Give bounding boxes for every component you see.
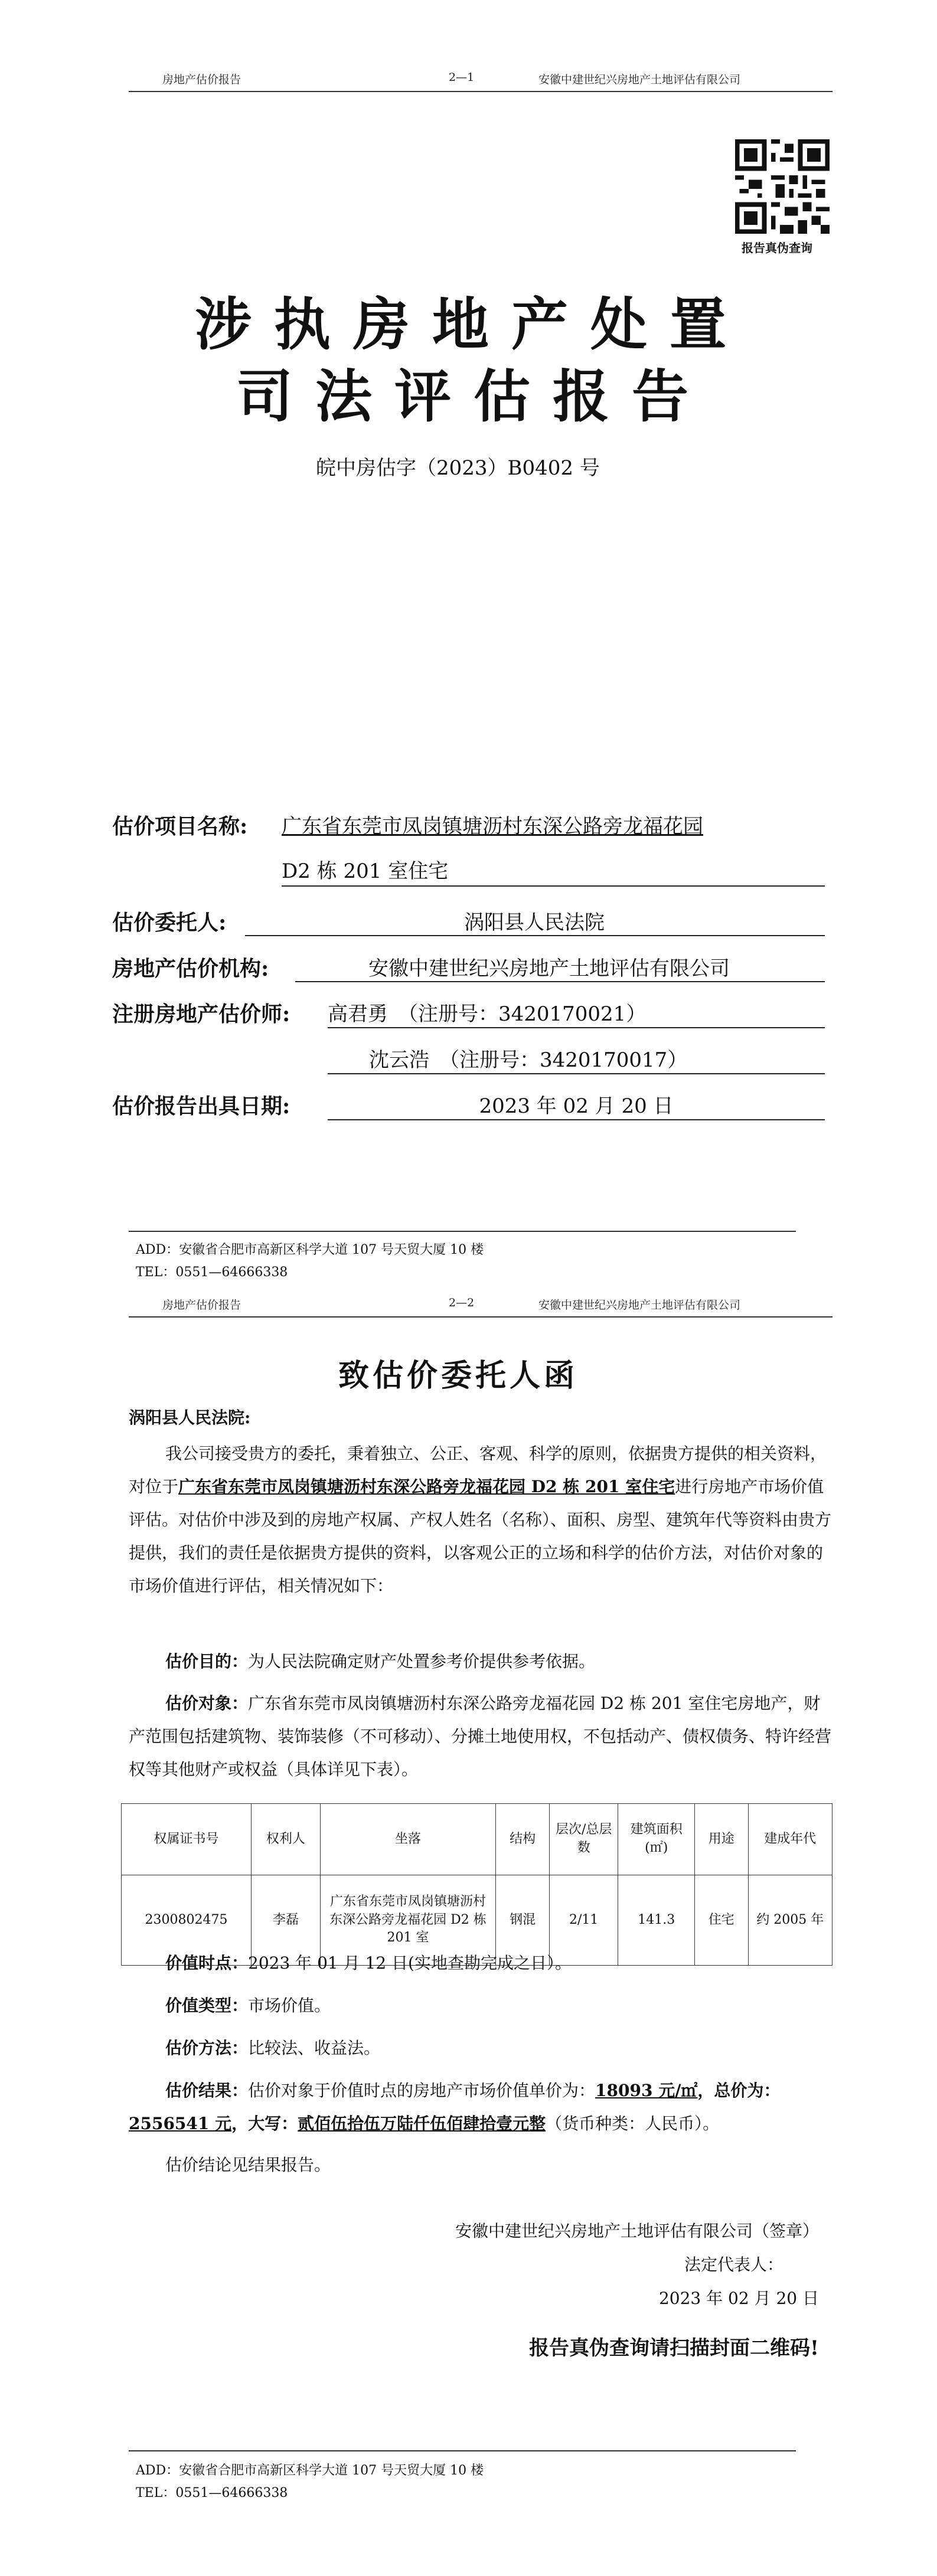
result-text-c: ，大写： [231,2114,298,2133]
appraiser-2: 沈云浩 （注册号：3420170017） [369,1048,688,1072]
agency-value: 安徽中建世纪兴房地产土地评估有限公司 [368,957,730,980]
page1-header-left: 房地产估价报告 [162,73,241,86]
appraiser-1: 高君勇 （注册号：3420170021） [328,1002,647,1026]
letter-title: 致估价委托人函 [338,1358,579,1394]
client-label: 估价委托人: [112,910,227,935]
intro-text-c: 进行房地产市场价值评估。对估价中涉及到的房地产权属、产权人姓名（名称）、面积、房型、建筑年代等资料由贵方提供，我们的责任是依据贵方提供的资料，以客观公正的立场和科学的估价方法，对估价对象的市场价值进行评估，相关情况如下： [129,1477,832,1596]
value-type-label: 价值类型： [165,1996,249,2015]
result-unit-price: 18093 元/㎡ [595,2081,698,2100]
appraiser-1-underline [328,1027,825,1028]
table-cell: 141.3 [618,1875,694,1966]
project-value-line2: D2 栋 201 室住宅 [282,859,449,883]
client-value: 涡阳县人民法院 [464,911,605,934]
page2-footer-address: ADD：安徽省合肥市高新区科学大道 107 号天贸大厦 10 楼 [136,2463,484,2478]
method-label: 估价方法： [165,2038,249,2058]
purpose-label: 估价目的： [165,1652,249,1671]
report-title-line1: 涉执房地产处置 [195,291,749,358]
method-value: 比较法、收益法。 [248,2038,381,2058]
page2-footer-tel: TEL：0551—64666338 [136,2486,288,2500]
appraiser-2-underline [328,1073,825,1074]
table-cell: 约 2005 年 [748,1875,832,1966]
company-signature: 安徽中建世纪兴房地产土地评估有限公司（签章） [455,2221,819,2241]
table-cell: 钢混 [496,1875,550,1966]
object-value: 广东省东莞市凤岗镇塘沥村东深公路旁龙福花园 D2 栋 201 室住宅房地产，财产范围包括建筑物、装饰装修（不可移动）、分摊土地使用权，不包括动产、债权债务、特许经营权等其他财产或权益（具体详见下表）。 [129,1694,832,1779]
qr-code-icon [735,139,830,234]
table-header-cell: 层次/总层数 [549,1804,618,1875]
signature-date: 2023 年 02 月 20 日 [658,2289,819,2308]
object-paragraph [129,1687,832,1786]
table-header-cell: 用途 [694,1804,748,1875]
date-underline [328,1119,825,1120]
page2-header-company: 安徽中建世纪兴房地产土地评估有限公司 [538,1299,741,1312]
table-cell: 2300802475 [122,1875,252,1966]
client-underline [245,935,825,936]
result-text-d: （货币种类：人民币）。 [546,2114,720,2133]
table-header-cell: 坐落 [320,1804,496,1875]
result-total-words: 贰佰伍拾伍万陆仟伍佰肆拾壹元整 [298,2114,546,2133]
legal-representative: 法定代表人： [684,2255,783,2274]
table-header-cell: 建筑面积(㎡) [618,1804,694,1875]
page1-header-company: 安徽中建世纪兴房地产土地评估有限公司 [538,73,741,86]
conclusion-text: 估价结论见结果报告。 [165,2155,331,2175]
result-text-b: ，总价为： [697,2081,781,2100]
project-value-line1: 广东省东莞市凤岗镇塘沥村东深公路旁龙福花园 [282,815,703,838]
report-number: 皖中房估字（2023）B0402 号 [316,456,600,480]
qr-caption: 报告真伪查询 [742,241,812,255]
value-date-paragraph [129,1947,832,1980]
method-paragraph [129,2032,832,2065]
project-underline [282,885,825,887]
page1-header-rule [129,91,832,92]
result-paragraph [129,2074,832,2140]
property-address: 广东省东莞市凤岗镇塘沥村东深公路旁龙福花园 D2 栋 201 室住宅 [178,1477,675,1496]
date-label: 估价报告出具日期: [112,1094,290,1119]
letter-intro-paragraph [129,1437,832,1603]
table-cell: 广东省东莞市凤岗镇塘沥村东深公路旁龙福花园 D2 栋 201 室 [320,1875,496,1966]
page2-footer-rule [129,2450,796,2451]
table-header-cell: 权属证书号 [122,1804,252,1875]
page1-footer-address: ADD：安徽省合肥市高新区科学大道 107 号天贸大厦 10 楼 [136,1243,484,1257]
result-text-a: 估价对象于价值时点的房地产市场价值单价为： [248,2081,596,2100]
value-type-value: 市场价值。 [248,1996,331,2015]
salutation: 涡阳县人民法院: [129,1408,251,1427]
page2-header-left: 房地产估价报告 [162,1299,241,1312]
table-header-cell: 建成年代 [748,1804,832,1875]
page2-header-page-number: 2—2 [449,1296,475,1309]
property-table [121,1803,832,1966]
project-label: 估价项目名称: [112,814,248,839]
report-title-line2: 司法评估报告 [236,363,711,430]
table-cell: 2/11 [549,1875,618,1966]
purpose-paragraph [129,1645,832,1678]
value-type-paragraph [129,1989,832,2022]
appraiser-label: 注册房地产估价师: [112,1002,290,1027]
result-total-price: 2556541 元 [129,2114,232,2133]
agency-label: 房地产估价机构: [112,956,269,981]
value-date-label: 价值时点： [165,1953,249,1973]
date-value: 2023 年 02 月 20 日 [479,1094,674,1118]
table-cell: 李磊 [252,1875,321,1966]
purpose-value: 为人民法院确定财产处置参考价提供参考依据。 [248,1652,596,1671]
result-label: 估价结果： [165,2081,249,2100]
page1-footer-rule [129,1231,796,1232]
table-header-cell: 结构 [496,1804,550,1875]
table-cell: 住宅 [694,1875,748,1966]
authenticity-notice: 报告真伪查询请扫描封面二维码! [529,2336,819,2360]
conclusion-paragraph [129,2149,832,2182]
object-label: 估价对象： [165,1694,249,1713]
page1-header-page-number: 2—1 [449,71,475,84]
agency-underline [295,981,825,982]
table-header-row [122,1804,832,1875]
page2-header-rule [129,1316,832,1318]
intro-text-a: 我公司接受贵方的委托，秉着独立、公正、客观、科学的原则，依据贵方提供的相关资料，对位于 [129,1444,827,1496]
table-header-cell: 权利人 [252,1804,321,1875]
page1-footer-tel: TEL：0551—64666338 [136,1265,288,1280]
value-date-value: 2023 年 01 月 12 日(实地查勘完成之日）。 [248,1953,572,1973]
